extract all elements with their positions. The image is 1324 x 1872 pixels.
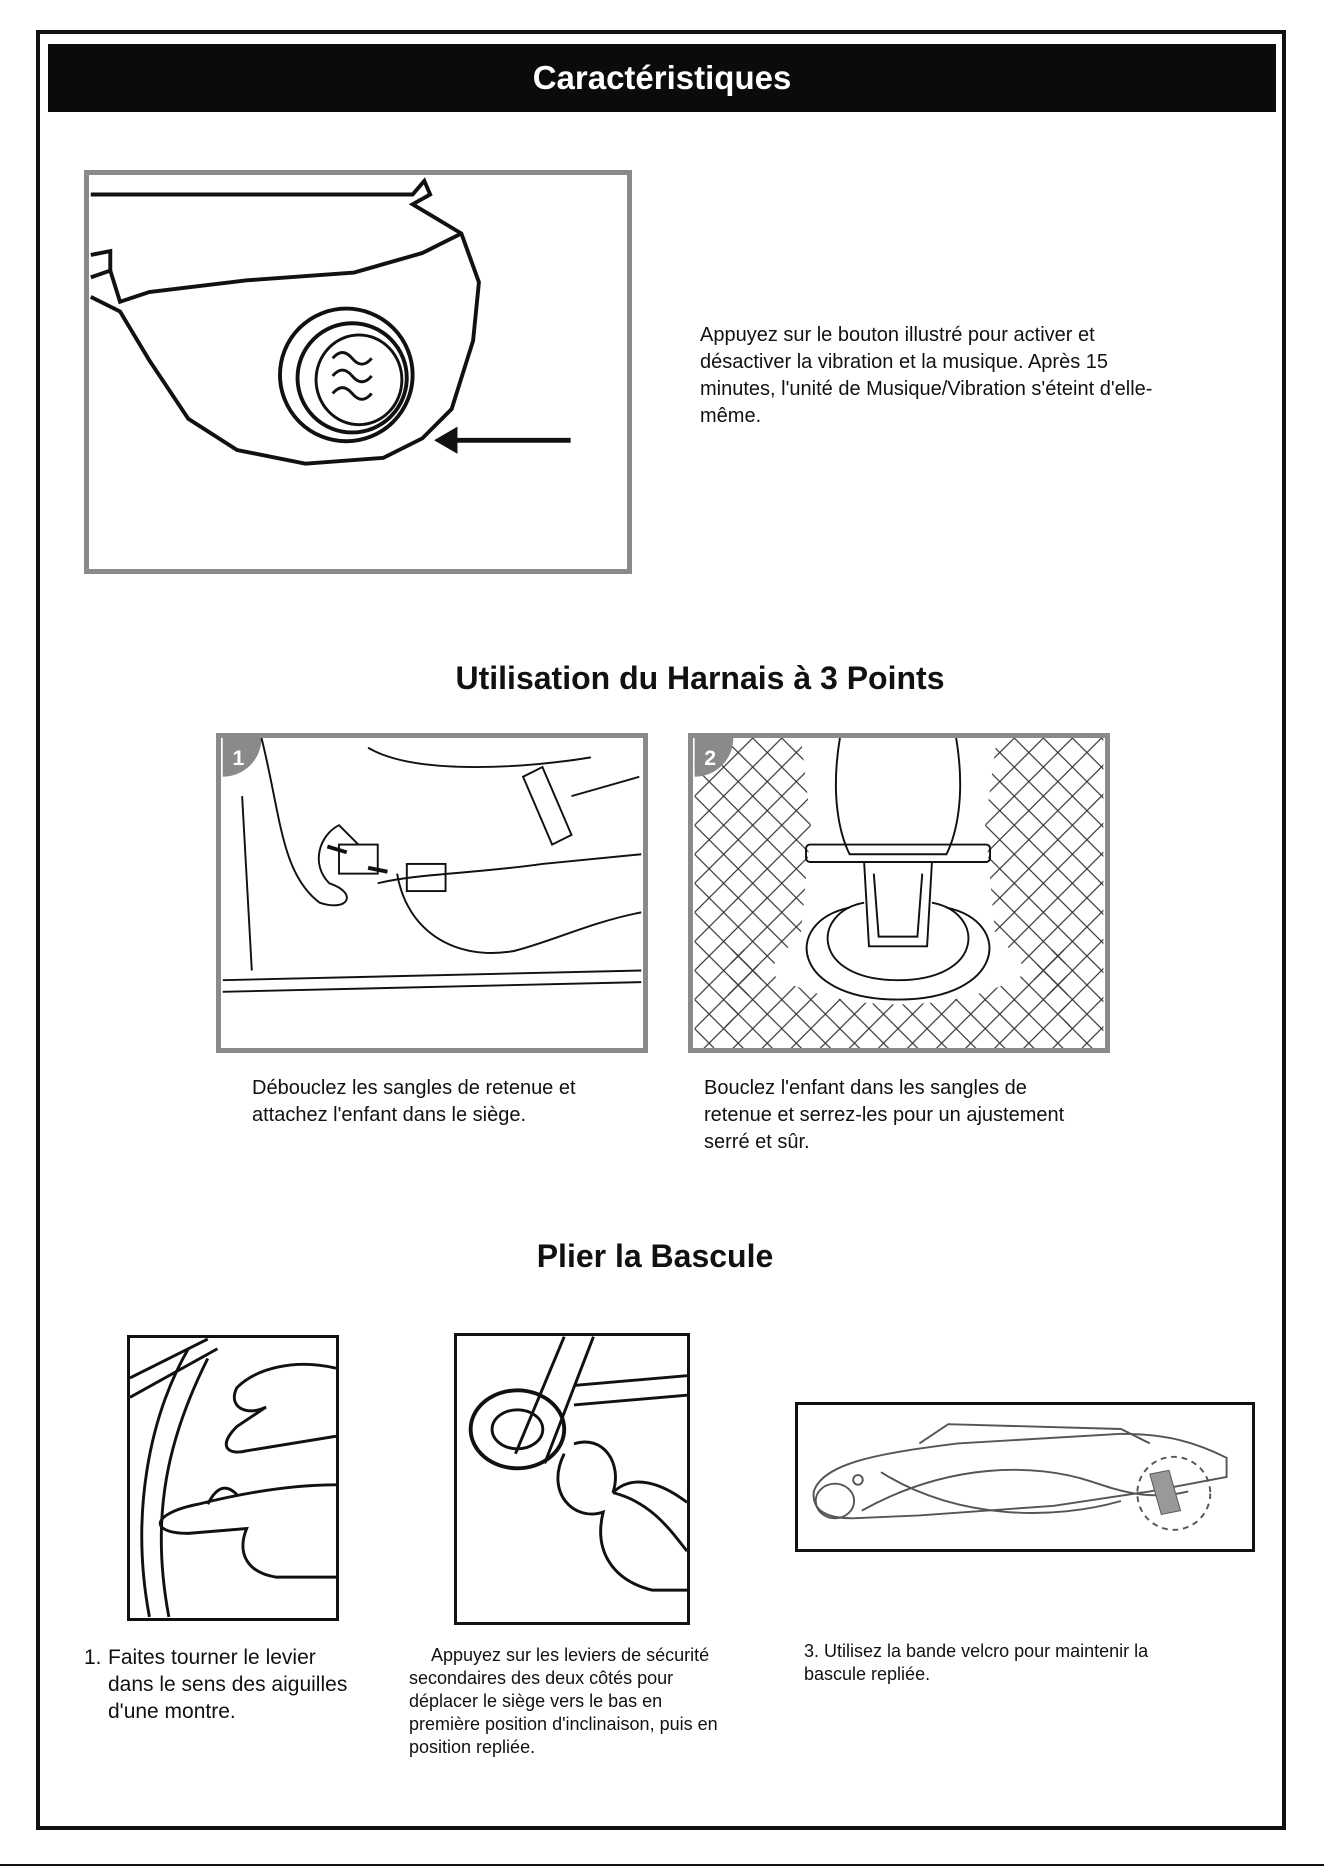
vibration-instructions: Appuyez sur le bouton illustré pour activer et désactiver la vibration et la musique. Après 15 minutes, l'unité de Musique/Vibration s'éteint d'elle-même. xyxy=(700,324,1153,427)
step-badge-2: 2 xyxy=(704,746,717,771)
fold-step-1-description: Faites tourner le levier dans le sens des aiguilles d'une montre. xyxy=(108,1646,348,1723)
fold-step-2-text: Appuyez sur les leviers de sécurité secondaires des deux côtés pour déplacer le siège vers le bas en première position d'inclinaison, puis en position repliée. xyxy=(409,1645,718,1757)
harness-section-title: Utilisation du Harnais à 3 Points xyxy=(455,660,945,696)
header-bar xyxy=(48,44,1276,112)
fold-step-3-text: 3. Utilisez la bande velcro pour maintenir la bascule repliée. xyxy=(804,1641,1149,1684)
fold-section-title: Plier la Bascule xyxy=(536,1238,774,1274)
page-title: Caractéristiques xyxy=(532,59,792,96)
harness-step-2-illustration xyxy=(688,733,1110,1053)
arrow-icon xyxy=(434,427,457,454)
fold-step-3-illustration xyxy=(795,1402,1255,1552)
harness-step-1-illustration xyxy=(216,733,648,1053)
harness-step-2-text: Bouclez l'enfant dans les sangles de retenue et serrez-les pour un ajustement serré et sûr. xyxy=(704,1077,1065,1153)
fold-step-2-illustration xyxy=(454,1333,690,1625)
bottom-rule xyxy=(0,1864,1324,1866)
vibration-unit-drawing xyxy=(89,175,627,569)
step-badge-1: 1 xyxy=(232,746,245,771)
harness-step-1-text: Débouclez les sangles de retenue et attachez l'enfant dans le siège. xyxy=(252,1077,576,1126)
fold-step-1-number: 1. xyxy=(84,1646,102,1669)
fold-step-1-illustration xyxy=(127,1335,339,1621)
fold-step-1-text xyxy=(84,1644,364,1725)
vibration-button-illustration xyxy=(84,170,632,574)
